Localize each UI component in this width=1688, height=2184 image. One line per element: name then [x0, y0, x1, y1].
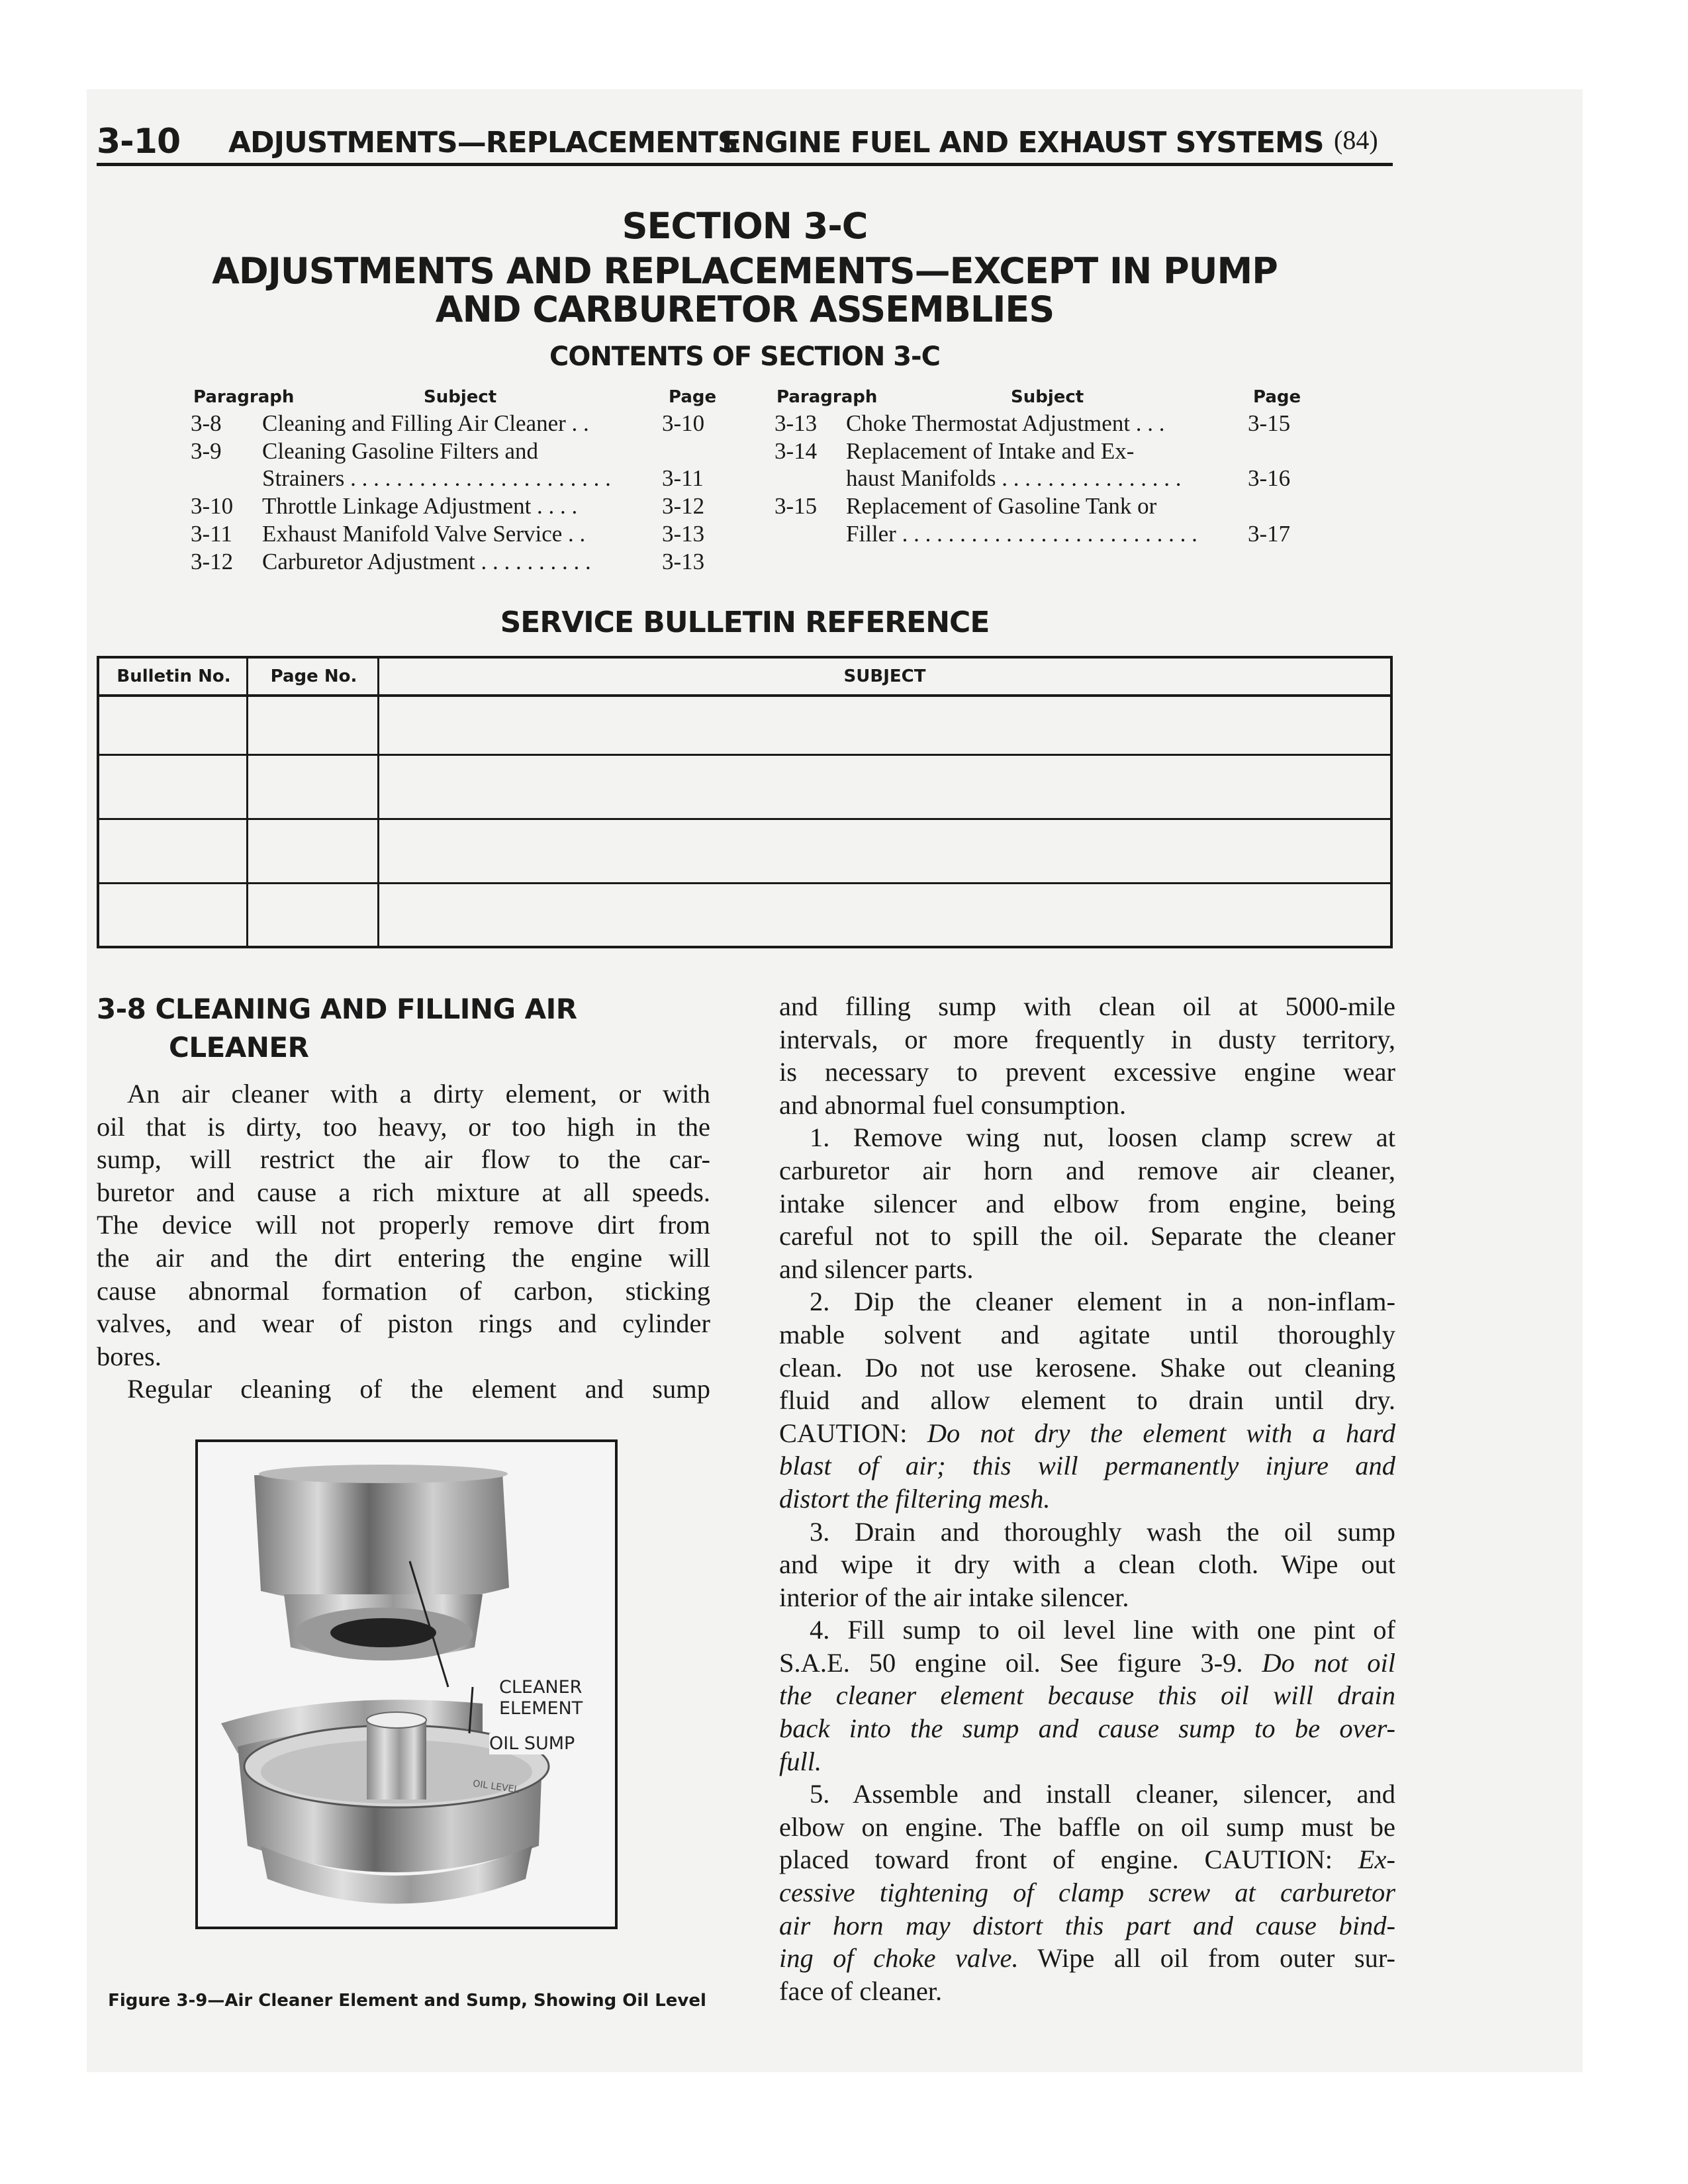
column-header-bulletin-no: Bulletin No. — [117, 666, 231, 686]
contents-title: CONTENTS OF SECTION 3-C — [549, 341, 941, 372]
text-line — [779, 1056, 1395, 1089]
toc-subject: Filler . . . . . . . . . . . . . . . . . . . . . . . . . . — [846, 520, 1197, 547]
text-segment: interior of the air intake silencer. — [779, 1582, 1129, 1612]
toc-subject: Replacement of Gasoline Tank or — [846, 493, 1157, 520]
article-heading-line1: 3-8 CLEANING AND FILLING AIR — [97, 993, 577, 1025]
italic-text: full. — [779, 1746, 822, 1776]
toc-page-number: 3-17 — [1248, 520, 1291, 547]
italic-text: blast of air; this will permanently injure and — [779, 1451, 1395, 1481]
text-segment: and wipe it dry with a clean cloth. Wipe out — [779, 1549, 1395, 1580]
text-line — [779, 1679, 1395, 1712]
text-line — [97, 1275, 710, 1308]
text-line — [779, 1778, 1395, 1811]
italic-text: Ex- — [1358, 1844, 1395, 1875]
text-line — [779, 1351, 1395, 1385]
text-segment: the air and the dirt entering the engine will — [97, 1242, 710, 1273]
article-right-column — [779, 990, 1395, 2007]
text-line — [779, 1089, 1395, 1122]
toc-paragraph-number: 3-14 — [774, 437, 818, 464]
toc-paragraph-number: 3-13 — [774, 410, 818, 436]
toc-paragraph-number: 3-10 — [191, 493, 234, 520]
text-segment: elbow on engine. The baffle on oil sump must be — [779, 1811, 1395, 1842]
text-line — [779, 1154, 1395, 1187]
page-number: (84) — [1334, 125, 1378, 155]
toc-page-number: 3-10 — [662, 410, 705, 436]
text-line — [779, 1449, 1395, 1482]
label-cleaner-text: CLEANER — [499, 1677, 583, 1698]
text-line — [779, 1581, 1395, 1614]
article-heading-line2: CLEANER — [169, 1031, 309, 1064]
text-line — [779, 1876, 1395, 1909]
toc-subject: Replacement of Intake and Ex- — [846, 437, 1135, 464]
header-left-title: ADJUSTMENTS—REPLACEMENTS — [228, 126, 738, 159]
italic-text: the cleaner element because this oil will drain — [779, 1680, 1395, 1711]
text-segment: oil that is dirty, too heavy, or too high in the — [97, 1111, 710, 1142]
figure-air-cleaner — [195, 1439, 618, 1929]
text-line — [779, 1647, 1395, 1680]
text-segment: cause abnormal formation of carbon, sticking — [97, 1275, 710, 1306]
toc-page-number: 3-12 — [662, 493, 705, 520]
toc-subject: haust Manifolds . . . . . . . . . . . . . . . . — [846, 465, 1182, 492]
text-segment: carburetor air horn and remove air cleaner, — [779, 1155, 1395, 1185]
italic-text: ing of choke valve. — [779, 1943, 1019, 1974]
page-reference: 3-10 — [97, 122, 181, 161]
text-line — [97, 1176, 710, 1209]
text-line — [779, 1220, 1395, 1253]
text-segment: is necessary to prevent excessive engine wear — [779, 1057, 1395, 1087]
toc-paragraph-number: 3-12 — [191, 548, 234, 574]
row-divider — [99, 754, 1390, 756]
article-left-column — [97, 1077, 710, 1406]
text-segment: 5. Assemble and install cleaner, silencer, and — [810, 1779, 1395, 1809]
header-right-title: ENGINE FUEL AND EXHAUST SYSTEMS — [722, 126, 1324, 159]
text-line — [779, 1909, 1395, 1942]
text-line — [97, 1242, 710, 1275]
text-segment: S.A.E. 50 engine oil. See figure 3-9. — [779, 1647, 1262, 1678]
toc-header-page: Page — [1253, 387, 1301, 407]
column-divider — [246, 659, 248, 946]
toc-page-number: 3-11 — [662, 465, 704, 492]
section-subtitle-line2: AND CARBURETOR ASSEMBLIES — [435, 289, 1055, 330]
text-line — [779, 1187, 1395, 1220]
text-segment: and filling sump with clean oil at 5000-mile — [779, 991, 1395, 1021]
text-segment: sump, will restrict the air flow to the car- — [97, 1144, 710, 1175]
label-cleaner-element — [499, 1677, 583, 1719]
text-line — [779, 1745, 1395, 1778]
text-line — [97, 1111, 710, 1144]
text-line — [97, 1340, 710, 1373]
text-segment: intake silencer and elbow from engine, being — [779, 1188, 1395, 1218]
text-segment: Regular cleaning of the element and sump — [127, 1374, 710, 1404]
toc-page-number: 3-13 — [662, 548, 705, 574]
toc-header-subject: Subject — [1011, 387, 1084, 407]
toc-paragraph-number: 3-15 — [774, 493, 818, 520]
text-line — [779, 1516, 1395, 1549]
text-segment: 1. Remove wing nut, loosen clamp screw at — [810, 1122, 1395, 1153]
label-oil-sump: OIL SUMP — [489, 1733, 575, 1754]
text-segment: 4. Fill sump to oil level line with one pint of — [810, 1615, 1395, 1645]
toc-subject: Carburetor Adjustment . . . . . . . . . . — [262, 548, 591, 574]
label-element-text: ELEMENT — [499, 1698, 583, 1719]
column-header-page-no: Page No. — [270, 666, 357, 686]
figure-caption: Figure 3-9—Air Cleaner Element and Sump, Showing Oil Level — [108, 1991, 706, 2011]
text-line — [779, 1843, 1395, 1876]
toc-subject: Strainers . . . . . . . . . . . . . . . . . . . . . . . — [262, 465, 611, 492]
text-segment: 2. Dip the cleaner element in a non-inflam- — [810, 1287, 1395, 1317]
toc-page-number: 3-15 — [1248, 410, 1291, 436]
toc-subject: Throttle Linkage Adjustment . . . . — [262, 493, 578, 520]
text-line — [779, 1253, 1395, 1286]
text-line — [779, 1548, 1395, 1581]
toc-page-number: 3-13 — [662, 520, 705, 547]
text-line — [779, 1975, 1395, 2008]
bulletin-table — [97, 656, 1393, 948]
text-segment: fluid and allow element to drain until dry. — [779, 1385, 1395, 1416]
text-segment: valves, and wear of piston rings and cylinder — [97, 1308, 710, 1339]
text-segment: clean. Do not use kerosene. Shake out cleaning — [779, 1352, 1395, 1383]
section-subtitle-line1: ADJUSTMENTS AND REPLACEMENTS—EXCEPT IN PUMP — [212, 250, 1278, 292]
text-line — [779, 1121, 1395, 1154]
italic-text: air horn may distort this part and cause bind- — [779, 1910, 1395, 1940]
text-segment: An air cleaner with a dirty element, or with — [127, 1079, 710, 1109]
row-divider — [99, 818, 1390, 820]
text-segment: and abnormal fuel consumption. — [779, 1089, 1127, 1120]
text-segment: buretor and cause a rich mixture at all speeds. — [97, 1177, 710, 1207]
text-line — [97, 1208, 710, 1242]
text-line — [779, 1417, 1395, 1450]
text-segment: The device will not properly remove dirt from — [97, 1210, 710, 1240]
text-line — [97, 1373, 710, 1406]
section-title: SECTION 3-C — [622, 205, 868, 247]
italic-text: Do not dry the element with a hard — [927, 1418, 1396, 1448]
toc-subject: Exhaust Manifold Valve Service . . — [262, 520, 586, 547]
toc-page-number: 3-16 — [1248, 465, 1291, 492]
text-line — [779, 1942, 1395, 1975]
toc-paragraph-number: 3-9 — [191, 437, 222, 464]
toc-paragraph-number: 3-11 — [191, 520, 232, 547]
column-header-subject: SUBJECT — [843, 666, 926, 686]
column-divider — [377, 659, 379, 946]
italic-text: back into the sump and cause sump to be over- — [779, 1713, 1395, 1744]
text-line — [779, 1318, 1395, 1351]
text-line — [779, 990, 1395, 1023]
italic-text: cessive tightening of clamp screw at carburetor — [779, 1878, 1395, 1908]
text-line — [97, 1077, 710, 1111]
toc-subject: Cleaning and Filling Air Cleaner . . — [262, 410, 589, 436]
text-line — [779, 1023, 1395, 1056]
text-line — [779, 1811, 1395, 1844]
header-rule — [97, 163, 1393, 166]
text-line — [779, 1482, 1395, 1516]
text-line — [779, 1285, 1395, 1318]
text-line — [779, 1614, 1395, 1647]
text-line — [97, 1143, 710, 1176]
bulletin-title: SERVICE BULLETIN REFERENCE — [500, 606, 990, 639]
text-segment: careful not to spill the oil. Separate the cleaner — [779, 1221, 1395, 1251]
toc-subject: Cleaning Gasoline Filters and — [262, 437, 539, 464]
bulletin-table-header — [99, 659, 1390, 697]
text-segment: bores. — [97, 1341, 162, 1371]
toc-header-subject: Subject — [424, 387, 497, 407]
text-segment: Wipe all oil from outer sur- — [1018, 1943, 1395, 1974]
italic-text: distort the filtering mesh. — [779, 1483, 1051, 1514]
text-segment: and silencer parts. — [779, 1253, 974, 1284]
label-oil-level: OIL LEVEL — [472, 1778, 520, 1796]
toc-header-paragraph: Paragraph — [193, 387, 295, 407]
text-line — [97, 1307, 710, 1340]
text-segment: placed toward front of engine. CAUTION: — [779, 1844, 1358, 1875]
toc-header-paragraph: Paragraph — [776, 387, 878, 407]
text-segment: 3. Drain and thoroughly wash the oil sump — [810, 1516, 1395, 1547]
toc-subject: Choke Thermostat Adjustment . . . — [846, 410, 1165, 436]
toc-header-page: Page — [669, 387, 717, 407]
text-segment: mable solvent and agitate until thoroughly — [779, 1319, 1395, 1349]
row-divider — [99, 882, 1390, 884]
italic-text: Do not oil — [1262, 1647, 1395, 1678]
text-line — [779, 1712, 1395, 1745]
toc-paragraph-number: 3-8 — [191, 410, 222, 436]
text-line — [779, 1384, 1395, 1417]
text-segment: intervals, or more frequently in dusty territory, — [779, 1024, 1395, 1054]
text-segment: face of cleaner. — [779, 1976, 943, 2006]
text-segment: CAUTION: — [779, 1418, 927, 1448]
